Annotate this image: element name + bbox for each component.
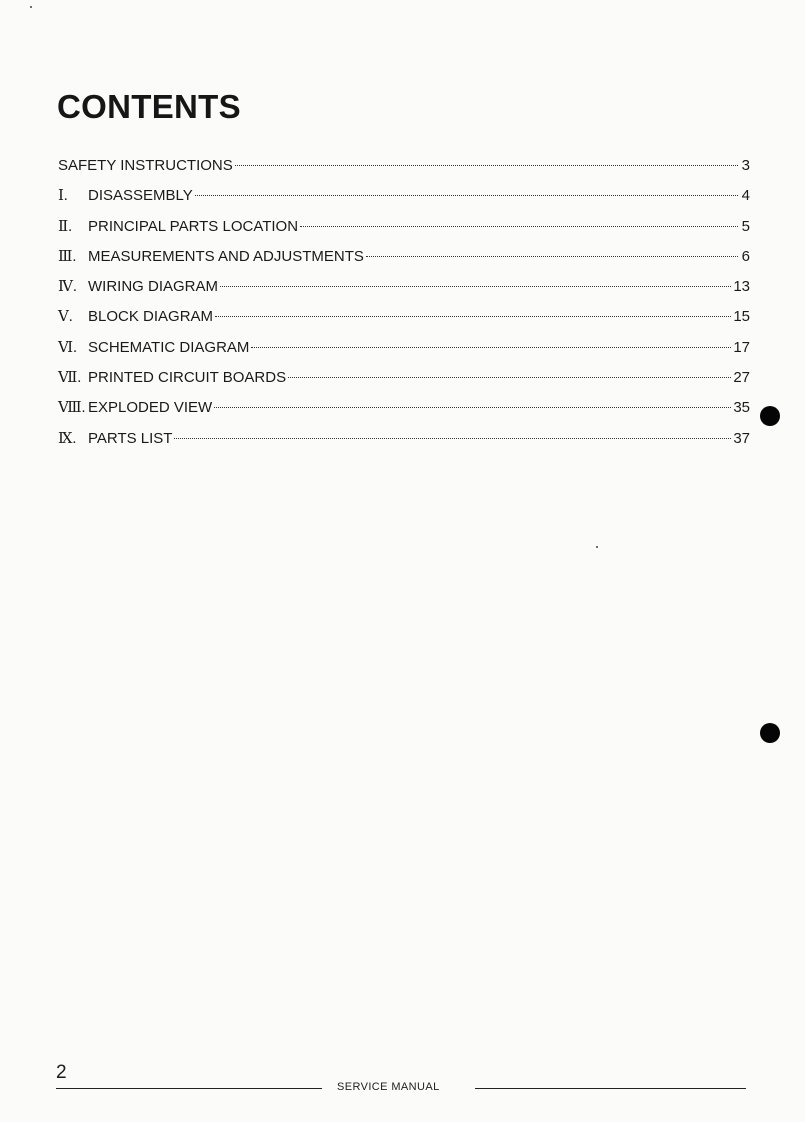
page-title: CONTENTS	[57, 88, 241, 125]
toc-entry-page: 17	[733, 338, 750, 356]
toc-entry-page: 6	[741, 247, 750, 265]
dot-leader	[300, 225, 738, 227]
toc-entry-printed-circuit-boards[interactable]	[58, 363, 750, 393]
toc-entry-numeral: Ⅰ.	[58, 188, 68, 205]
toc-entry-page: 37	[733, 429, 750, 447]
toc-entry-disassembly[interactable]	[58, 181, 750, 211]
toc-entry-label: SCHEMATIC DIAGRAM	[88, 338, 250, 356]
toc-entry-page: 4	[741, 187, 750, 205]
dot-leader	[214, 406, 731, 408]
toc-entry-block-diagram[interactable]	[58, 302, 750, 332]
toc-entry-page: 27	[733, 369, 750, 387]
toc-entry-numeral: Ⅵ.	[58, 339, 77, 356]
toc-entry-page: 3	[741, 157, 750, 174]
table-of-contents	[58, 151, 750, 454]
footer-label: SERVICE MANUAL	[337, 1081, 440, 1093]
toc-entry-schematic-diagram[interactable]	[58, 333, 750, 363]
toc-entry-label: EXPLODED VIEW	[88, 399, 213, 417]
dot-leader	[288, 376, 731, 378]
toc-entry-page: 13	[733, 278, 750, 296]
toc-entry-numeral: Ⅷ.	[58, 400, 86, 417]
footer-page-number: 2	[56, 1062, 67, 1083]
dot-leader	[220, 285, 731, 287]
toc-entry-label: SAFETY INSTRUCTIONS	[58, 157, 233, 174]
scan-speck	[596, 546, 598, 548]
footer-rule-right	[475, 1088, 746, 1089]
dot-leader	[366, 255, 738, 257]
dot-leader	[174, 437, 731, 439]
toc-entry-page: 5	[741, 217, 750, 235]
toc-entry-page: 15	[733, 308, 750, 326]
toc-entry-numeral: Ⅳ.	[58, 279, 77, 296]
toc-entry-wiring-diagram[interactable]	[58, 272, 750, 302]
toc-entry-numeral: Ⅶ.	[58, 370, 82, 387]
scan-speck	[30, 6, 32, 8]
punch-hole-upper	[760, 406, 780, 426]
toc-entry-label: WIRING DIAGRAM	[88, 278, 218, 296]
toc-entry-label: PRINTED CIRCUIT BOARDS	[88, 369, 287, 387]
toc-entry-label: PRINCIPAL PARTS LOCATION	[88, 217, 299, 235]
toc-entry-page: 35	[733, 399, 750, 417]
dot-leader	[235, 164, 738, 166]
toc-entry-measurements-and-adjustments[interactable]	[58, 242, 750, 272]
toc-entry-numeral: Ⅱ.	[58, 218, 72, 235]
toc-entry-label: DISASSEMBLY	[88, 187, 193, 205]
dot-leader	[195, 194, 738, 196]
toc-entry-numeral: Ⅴ.	[58, 309, 73, 326]
toc-entry-parts-list[interactable]	[58, 424, 750, 454]
footer-rule-left	[56, 1088, 322, 1089]
toc-entry-numeral: Ⅸ.	[58, 430, 77, 447]
toc-entry-exploded-view[interactable]	[58, 393, 750, 423]
toc-entry-safety-instructions[interactable]	[58, 151, 750, 181]
toc-entry-principal-parts-location[interactable]	[58, 212, 750, 242]
toc-entry-label: PARTS LIST	[88, 429, 173, 447]
toc-entry-label: MEASUREMENTS AND ADJUSTMENTS	[88, 247, 364, 265]
punch-hole-lower	[760, 723, 780, 743]
toc-entry-numeral: Ⅲ.	[58, 248, 77, 265]
toc-entry-label: BLOCK DIAGRAM	[88, 308, 214, 326]
dot-leader	[215, 315, 731, 317]
dot-leader	[251, 346, 731, 348]
